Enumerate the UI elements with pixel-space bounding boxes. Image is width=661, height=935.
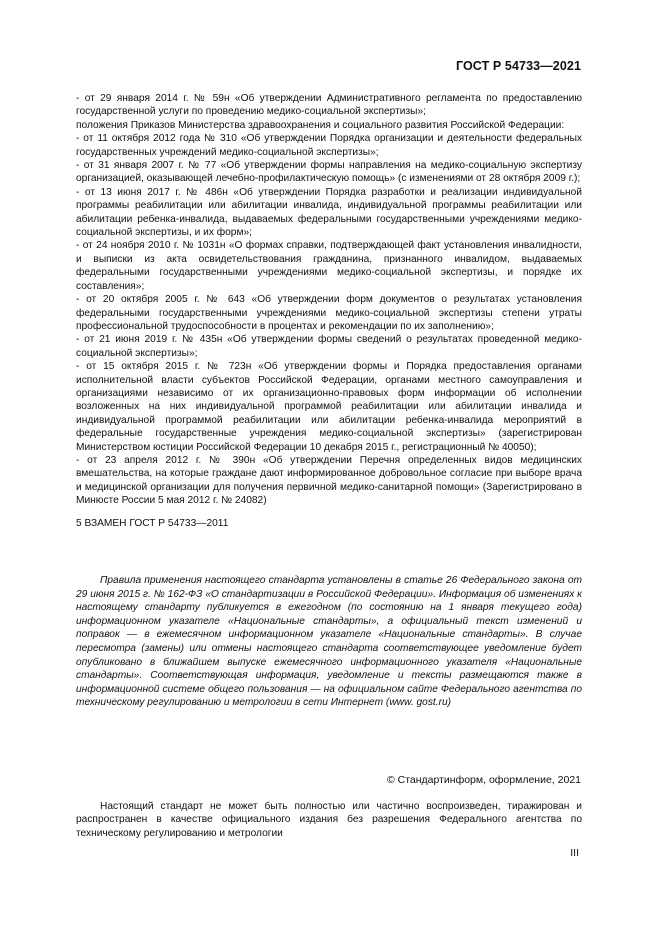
list-item: - от 21 июня 2019 г. № 435н «Об утверждении формы сведений о результатах проведенной медико-социальной экспертизы»; — [76, 334, 582, 359]
list-item: - от 11 октября 2012 года № 310 «Об утверждении Порядка организации и деятельности федеральных государственных учреждений медико-социальной экспертизы»; — [76, 133, 582, 158]
standard-application-note — [76, 574, 582, 710]
list-item: - от 31 января 2007 г. № 77 «Об утверждении формы направления на медико-социальную экспертизу организацией, оказывающей лечебно-профилактическую помощь» (с изменениями от 28 октября 2009 г.); — [76, 160, 582, 185]
list-item: - от 15 октября 2015 г. № 723н «Об утверждении формы и Порядка предоставления органами исполнительной власти субъектов Российской Федерации, органами местного самоуправления и организациями независимо от их организационно-правовых форм информации об исполнении возложенных на них индивидуальной программой реабилитации или абилитации инвалида и индивидуальной программой реабилитации или абилитации ребенка-инвалида мероприятий в федеральные государственные учреждения медико-социальной экспертизы» (зарегистрирован Министерством юстиции Российской Федерации 10 декабря 2015 г., регистрационный № 40050); — [76, 361, 582, 453]
copyright: © Стандартинформ, оформление, 2021 — [386, 774, 581, 786]
regulation-list — [76, 92, 582, 508]
standard-code: ГОСТ Р 54733—2021 — [455, 59, 581, 73]
list-item: - от 24 ноября 2010 г. № 1031н «О формах справки, подтверждающей факт установления инвалидности, и выписки из акта освидетельствования гражданина, признанного инвалидом, выдаваемых федеральными государственными учреждениями медико-социальной экспертизы, и порядке их составления»; — [76, 240, 582, 292]
notice-text: Настоящий стандарт не может быть полностью или частично воспроизведен, тиражирован и распространен в качестве официального издания без разрешения Федерального агентства по техническому регулированию и метрологии — [76, 801, 582, 839]
reproduction-notice — [76, 800, 582, 840]
list-item: - от 29 января 2014 г. № 59н «Об утверждении Административного регламента по предоставлению государственной услуги по проведению медико-социальной экспертизы»; — [76, 93, 582, 118]
list-item: - от 23 апреля 2012 г. № 390н «Об утверждении Перечня определенных видов медицинских вмешательства, на которые граждане дают информированное добровольное согласие при выборе врача и медицинской организации для получения первичной медико-санитарной помощи» (Зарегистрировано в Минюсте России 5 мая 2012 г. № 24082) — [76, 454, 582, 507]
page-number: III — [570, 847, 579, 859]
list-item: положения Приказов Министерства здравоохранения и социального развития Российской Федерации: — [76, 119, 565, 131]
note-text: Правила применения настоящего стандарта установлены в статье 26 Федерального закона от 29 июня 2015 г. № 162-ФЗ «О стандартизации в Российской Федерации». Информация об изменениях к настоящему стандарту публикуется в ежегодном (по состоянию на 1 января текущего года) информационном указателе «Национальные стандарты», а официальный текст изменений и поправок — в ежемесячном информационном указателе «Национальные стандарты». В случае пересмотра (замены) или отмены настоящего стандарта соответствующее уведомление будет опубликовано в ближайшем выпуске ежемесячного информационного указателя «Национальные стандарты». Соответствующая информация, уведомление и тексты размещаются также в информационной системе общего пользования — на официальном сайте Федерального агентства по техническому регулированию и метрологии в сети Интернет (www. gost.ru) — [76, 575, 582, 709]
list-item: - от 13 июня 2017 г. № 486н «Об утверждении Порядка разработки и реализации индивидуальной программы реабилитации или абилитации инвалида, индивидуальной программы реабилитации или абилитации ребенка-инвалида, выдаваемых федеральными государственными учреждениями медико-социальной экспертизы, и их форм»; — [76, 186, 582, 239]
list-item: - от 20 октября 2005 г. № 643 «Об утверждении форм документов о результатах установления федеральными государственными учреждениями медико-социальной экспертизы степени утраты профессиональной трудоспособности в процентах и рекомендации по их заполнению»; — [76, 294, 582, 332]
section-replacement: 5 ВЗАМЕН ГОСТ Р 54733—2011 — [76, 518, 229, 529]
